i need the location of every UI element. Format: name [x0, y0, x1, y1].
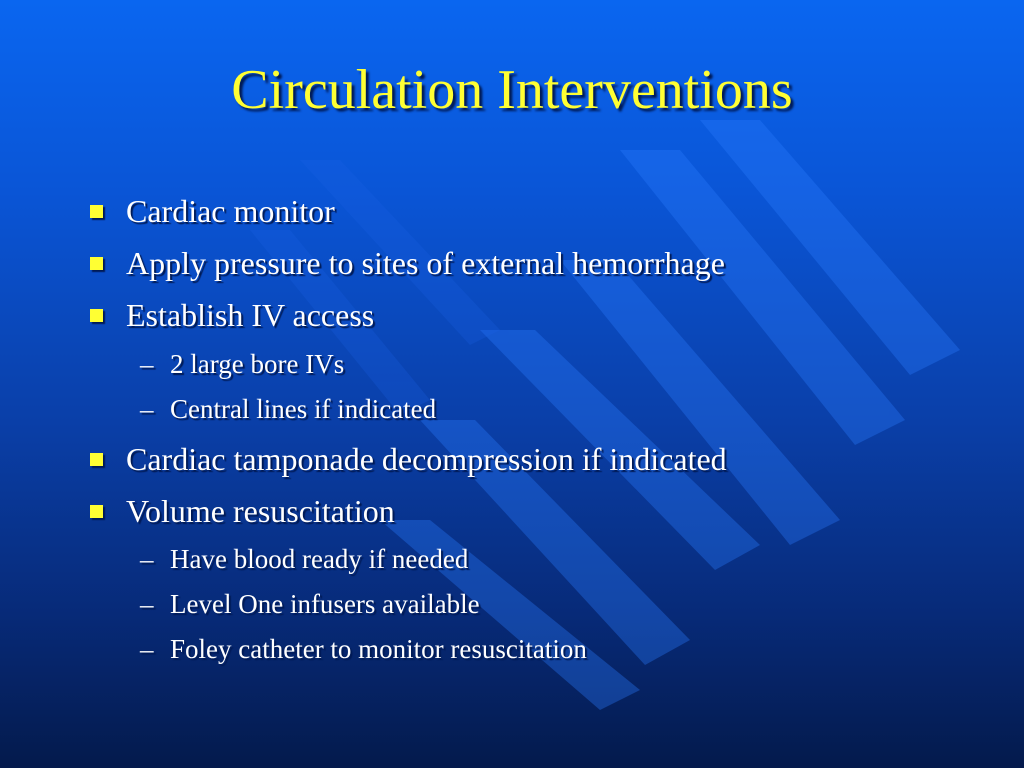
square-bullet-icon	[90, 257, 103, 270]
sub-list-item	[140, 633, 587, 665]
dash-marker: –	[140, 349, 154, 379]
list-item	[90, 441, 727, 477]
dash-marker: –	[140, 544, 154, 574]
list-item-text: 2 large bore IVs	[170, 349, 345, 379]
list-item	[90, 297, 374, 333]
list-item	[90, 245, 725, 281]
dash-marker: –	[140, 634, 154, 664]
sub-list-item	[140, 348, 344, 380]
sub-list-item	[140, 393, 436, 425]
list-item	[90, 493, 395, 529]
sub-list-item	[140, 543, 468, 575]
sub-list-item	[140, 588, 480, 620]
square-bullet-icon	[90, 453, 103, 466]
list-item-text: Cardiac tamponade decompression if indicated	[126, 441, 727, 477]
square-bullet-icon	[90, 205, 103, 218]
list-item-text: Level One infusers available	[170, 589, 480, 619]
list-item-text: Central lines if indicated	[170, 394, 437, 424]
list-item-text: Have blood ready if needed	[170, 544, 469, 574]
square-bullet-icon	[90, 309, 103, 322]
list-item-text: Volume resuscitation	[126, 493, 395, 529]
list-item-text: Apply pressure to sites of external hemorrhage	[126, 245, 725, 281]
dash-marker: –	[140, 394, 154, 424]
list-item-text: Establish IV access	[126, 297, 375, 333]
list-item-text: Foley catheter to monitor resuscitation	[170, 634, 587, 664]
list-item-text: Cardiac monitor	[126, 193, 335, 229]
list-item	[90, 193, 335, 229]
square-bullet-icon	[90, 505, 103, 518]
dash-marker: –	[140, 589, 154, 619]
slide-title: Circulation Interventions	[231, 59, 793, 121]
